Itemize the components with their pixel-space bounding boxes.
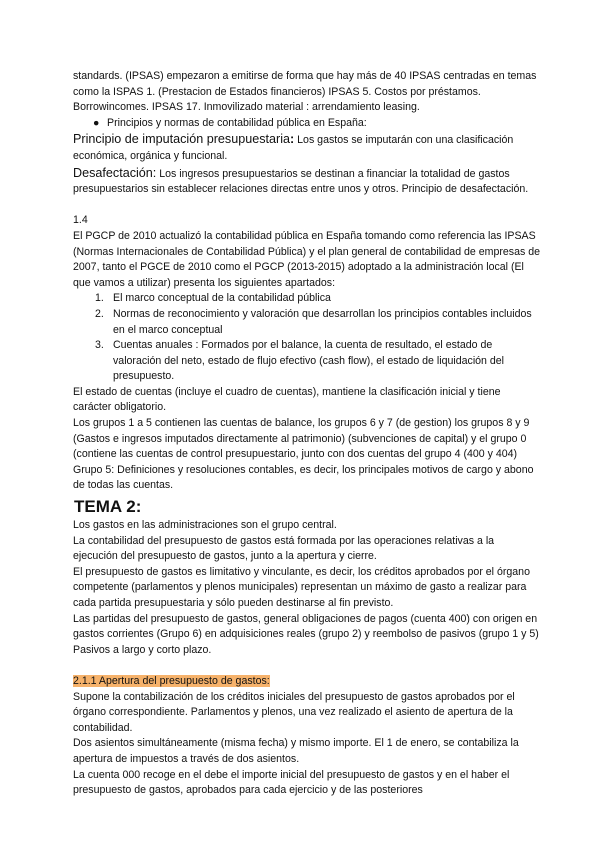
tema-2-heading: TEMA 2: [74,497,142,517]
list-item-number: 2. [95,307,104,320]
tema-2-paragraph-4: Las partidas del presupuesto de gastos, general obligaciones de pagos (cuenta 400) con origen en gastos corrientes (Grupo 6) en adquisiciones reales (grupo 2) y reembolso de pasivos (grupo 1 y 5) Pasivos a largo y corto plazo. [73,612,539,656]
tema-2-paragraph-1: Los gastos en las administraciones son el grupo central. [73,519,337,532]
principles-bullet-text: Principios y normas de contabilidad pública en España: [107,116,367,129]
intro-paragraph: standards. (IPSAS) empezaron a emitirse de forma que hay más de 40 IPSAS centradas en temas como la ISPAS 1. (Prestacion de Estados financieros) IPSAS 5. Costos por préstamos. Borrowincomes. IPSAS 17. Inmovilizado material : arrendamiento leasing. [73,70,537,114]
bullet-dot-icon: ● [93,116,100,129]
principio-imputacion-text: Los gastos se imputarán con una clasificación económica, orgánica y funcional. [73,134,514,162]
tema-2-paragraph-3: El presupuesto de gastos es limitativo y vinculante, es decir, los créditos aprobados por el órgano competente (parlamentos y plenos municipales) representan un máximo de gasto a realizar para cada partida presupuestaria y sólo pueden destinarse al fin previsto. [73,565,530,609]
estado-cuentas-paragraph: El estado de cuentas (incluye el cuadro de cuentas), mantiene la clasificación inicial y tiene carácter obligatorio. [73,385,501,414]
section-211-heading-text: 2.1.1 Apertura del presupuesto de gastos: [73,674,270,687]
paragraph-gap [73,658,540,674]
desafectacion-text: Los ingresos presupuestarios se destinan a financiar la totalidad de gastos presupuestarios sin establecer relaciones directas entre unos y otros. Principio de desafectación. [73,167,529,196]
principles-bullet [73,116,540,132]
paragraph-gap [73,198,540,214]
list-item-number: 1. [95,292,104,305]
tema-2-paragraph-2: La contabilidad del presupuesto de gastos está formada por las operaciones relativas a la ejecución del presupuesto de gastos, junto a la apertura y cierre. [73,534,495,563]
list-item [73,291,540,307]
list-item-text: Normas de reconocimiento y valoración que desarrollan los principios contables incluidos en el marco conceptual [113,307,532,336]
list-item [73,307,540,338]
list-item-text: Cuentas anuales : Formados por el balance, la cuenta de resultado, el estado de valoración del neto, estado de flujo efectivo (cash flow), el estado de liquidación del presupuesto. [113,339,505,383]
section-211-paragraph-3: La cuenta 000 recoge en el debe el importe inicial del presupuesto de gastos y en el haber el presupuesto de gastos, aprobados para cada ejercicio y de las posteriores [73,768,510,797]
list-item [73,338,540,385]
list-item-number: 3. [95,339,104,352]
section-number: 1.4 [73,214,88,227]
desafectacion [73,165,540,198]
section-14-paragraph: El PGCP de 2010 actualizó la contabilidad pública en España tomando como referencia las IPSAS (Normas Internacionales de Contabilidad Pública) y el plan general de contabilidad de empresas de 2007, tanto el PGCE de 2010 como el PGCP (2013-2015) adoptado a la administración local (El que vamos a utilizar) presenta los siguientes apartados: [73,229,540,289]
apartados-list [73,291,540,385]
desafectacion-label: Desafectación: [73,165,157,180]
section-211-paragraph-2: Dos asientos simultáneamente (misma fecha) y mismo importe. El 1 de enero, se contabiliza la apertura de impuestos a través de dos asientos. [73,737,519,765]
section-211-heading [73,674,540,690]
principio-imputacion-colon: : [290,132,295,147]
section-211-paragraph-1: Supone la contabilización de los créditos iniciales del presupuesto de gastos aprobados por el órgano correspondiente. Parlamentos y plenos, una vez realizado el asiento de apertura de la contabilidad. [73,690,515,734]
grupos-paragraph: Los grupos 1 a 5 contienen las cuentas de balance, los grupos 6 y 7 (de gestion) los grupos 8 y 9 (Gastos e ingresos imputados directamente al patrimonio) (subvenciones de capital) y el grupo 0 (contiene las cuentas de control presupuestario, junto con dos cuentas del grupo 4 (400 y 404) Grupo 5: Definiciones y resoluciones contables, es decir, los principales motivos de cargo y abono de todas las cuentas. [73,417,534,492]
list-item-text: El marco conceptual de la contabilidad pública [113,292,331,305]
principio-imputacion [73,131,540,164]
principio-imputacion-label: Principio de imputación presupuestaria [73,132,291,147]
